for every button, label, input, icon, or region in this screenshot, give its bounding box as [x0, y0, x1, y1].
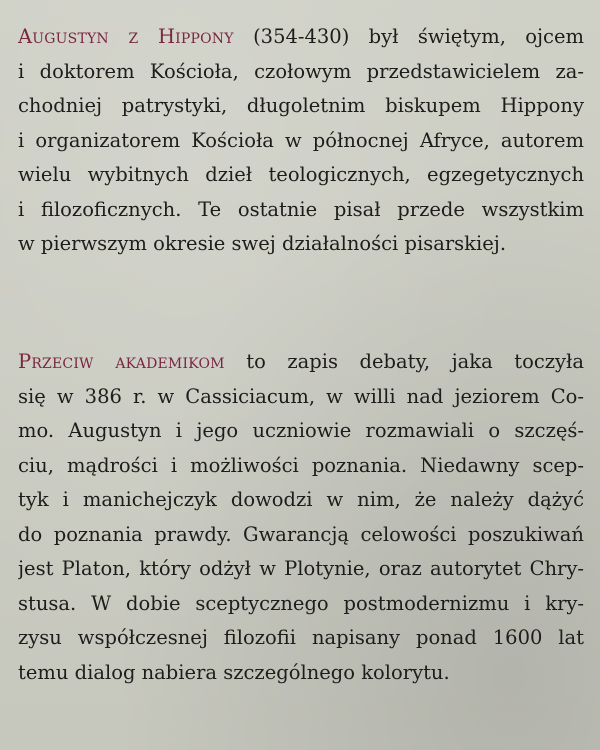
text-line-content: (354-430) był świętym, ojcem [233, 25, 584, 48]
text-line: jest Platon, który odżył w Plotynie, oraz autorytet Chry- [18, 557, 584, 580]
text-line: zysu współczesnej filozofii napisany ponad 1600 lat [18, 626, 584, 649]
text-line [18, 20, 584, 55]
author-name: Augustyn z Hippony [18, 25, 234, 48]
text-line [18, 345, 584, 380]
text-line: się w 386 r. w Cassiciacum, w willi nad jeziorem Co- [18, 384, 584, 408]
text-line: wielu wybitnych dzieł teologicznych, egzegetycznych [18, 163, 584, 186]
book-title: Przeciw akademikom [18, 350, 225, 373]
text-line: do poznania prawdy. Gwarancją celowości poszukiwań [18, 522, 584, 546]
text-line: tyk i manichejczyk dowodzi w nim, że należy dążyć [18, 488, 584, 511]
text-line: ciu, mądrości i możliwości poznania. Niedawny scep- [18, 453, 584, 477]
text-line: temu dialog nabiera szczególnego kolorytu. [18, 660, 450, 684]
author-paragraph [18, 20, 584, 262]
text-line: i filozoficznych. Te ostatnie pisał przede wszystkim [18, 197, 584, 221]
text-line: i doktorem Kościoła, czołowym przedstawicielem za- [18, 59, 584, 83]
book-description-paragraph [18, 345, 584, 690]
text-line: w pierwszym okresie swej działalności pisarskiej. [18, 232, 507, 255]
text-line-content: to zapis debaty, jaka toczyła [224, 350, 584, 373]
text-line: i organizatorem Kościoła w północnej Afryce, autorem [18, 128, 584, 152]
text-line: mo. Augustyn i jego uczniowie rozmawiali o szczęś- [18, 419, 584, 442]
text-line: chodniej patrystyki, długoletnim biskupem Hippony [18, 94, 584, 117]
text-line: stusa. W dobie sceptycznego postmodernizmu i kry- [18, 591, 584, 615]
